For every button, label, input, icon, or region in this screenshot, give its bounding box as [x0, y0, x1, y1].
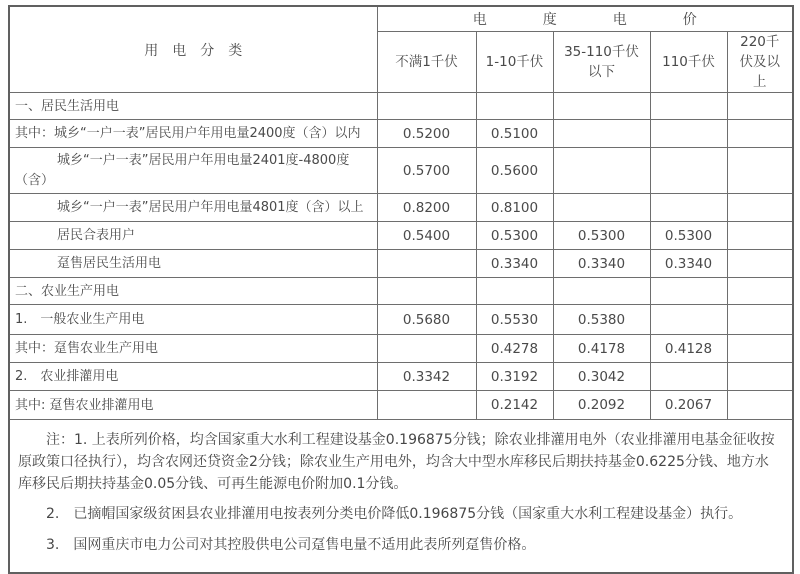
price-cell [377, 278, 476, 305]
row-label: 2. 农业排灌用电 [9, 363, 377, 391]
price-cell: 0.5300 [553, 222, 650, 250]
price-cell: 0.2092 [553, 391, 650, 420]
notes-row [9, 420, 793, 573]
price-cell [727, 335, 793, 363]
price-cell [650, 305, 727, 335]
price-cell [727, 363, 793, 391]
row-label: 其中: 趸售农业排灌用电 [9, 391, 377, 420]
table-row [9, 194, 793, 222]
price-cell [650, 278, 727, 305]
price-cell [377, 335, 476, 363]
row-label: 趸售居民生活用电 [9, 250, 377, 278]
table-row [9, 222, 793, 250]
voltage-header: 35-110千伏以下 [553, 31, 650, 93]
table-row [9, 278, 793, 305]
table-row [9, 148, 793, 194]
price-cell: 0.8100 [476, 194, 553, 222]
table-row [9, 120, 793, 148]
price-cell: 0.5380 [553, 305, 650, 335]
price-cell [377, 250, 476, 278]
price-cell [727, 93, 793, 120]
price-cell: 0.5700 [377, 148, 476, 194]
voltage-header: 1-10千伏 [476, 31, 553, 93]
price-cell: 0.3340 [650, 250, 727, 278]
price-cell: 0.4128 [650, 335, 727, 363]
price-cell [727, 222, 793, 250]
price-cell [476, 278, 553, 305]
price-cell [727, 391, 793, 420]
voltage-header: 220千伏及以上 [727, 31, 793, 93]
price-cell: 0.3340 [476, 250, 553, 278]
row-label: 一、居民生活用电 [9, 93, 377, 120]
price-cell: 0.2142 [476, 391, 553, 420]
price-cell: 0.3192 [476, 363, 553, 391]
price-cell [650, 148, 727, 194]
price-cell: 0.5300 [476, 222, 553, 250]
note-1: 注：1. 上表所列价格，均含国家重大水利工程建设基金0.196875分钱；除农业排灌用电外（农业排灌用电基金征收按原政策口径执行），均含农网还贷资金2分钱；除农业生产用电外，均含大中型水库移民后期扶持基金0.6225分钱、地方水库移民后期扶持基金0.05分钱、可再生能源电价附加0.1分钱。 [18, 432, 775, 492]
price-cell [727, 250, 793, 278]
price-cell: 0.5680 [377, 305, 476, 335]
row-label: 其中：城乡“一户一表”居民用户年用电量2400度（含）以内 [9, 120, 377, 148]
price-cell: 0.3042 [553, 363, 650, 391]
voltage-header: 不满1千伏 [377, 31, 476, 93]
price-cell: 0.4278 [476, 335, 553, 363]
row-label: 城乡“一户一表”居民用户年用电量4801度（含）以上 [9, 194, 377, 222]
row-label: 1. 一般农业生产用电 [9, 305, 377, 335]
price-cell [377, 93, 476, 120]
notes-cell [9, 420, 793, 573]
price-cell: 0.5200 [377, 120, 476, 148]
price-cell [553, 148, 650, 194]
row-label: 其中：趸售农业生产用电 [9, 335, 377, 363]
note-3: 3. 国网重庆市电力公司对其控股供电公司趸售电量不适用此表所列趸售价格。 [18, 537, 536, 553]
price-cell: 0.5400 [377, 222, 476, 250]
price-cell [553, 120, 650, 148]
price-group-header: 电度电价 [377, 6, 793, 31]
category-header: 用电分类 [9, 6, 377, 93]
price-cell: 0.3342 [377, 363, 476, 391]
table-row [9, 250, 793, 278]
note-2: 2. 已摘帽国家级贫困县农业排灌用电按表列分类电价降低0.196875分钱（国家重大水利工程建设基金）执行。 [18, 506, 743, 523]
price-cell [476, 93, 553, 120]
price-cell [377, 391, 476, 420]
price-cell: 0.5100 [476, 120, 553, 148]
price-cell: 0.3340 [553, 250, 650, 278]
price-cell: 0.2067 [650, 391, 727, 420]
price-cell [727, 278, 793, 305]
price-cell [650, 93, 727, 120]
row-label: 城乡“一户一表”居民用户年用电量2401度-4800度（含） [9, 148, 377, 194]
table-row [9, 93, 793, 120]
header-row-price-group [9, 6, 793, 31]
row-label: 居民合表用户 [9, 222, 377, 250]
table-row [9, 305, 793, 335]
price-cell: 0.8200 [377, 194, 476, 222]
price-cell [650, 194, 727, 222]
price-cell [553, 278, 650, 305]
price-cell [650, 363, 727, 391]
price-cell: 0.4178 [553, 335, 650, 363]
price-cell [727, 120, 793, 148]
price-cell: 0.5600 [476, 148, 553, 194]
table-row [9, 363, 793, 391]
price-cell [727, 305, 793, 335]
electricity-price-table [8, 5, 794, 574]
table-row [9, 391, 793, 420]
price-cell: 0.5300 [650, 222, 727, 250]
price-cell [553, 93, 650, 120]
table-row [9, 335, 793, 363]
row-label: 二、农业生产用电 [9, 278, 377, 305]
price-cell: 0.5530 [476, 305, 553, 335]
price-cell [553, 194, 650, 222]
price-cell [650, 120, 727, 148]
price-cell [727, 194, 793, 222]
price-cell [727, 148, 793, 194]
voltage-header: 110千伏 [650, 31, 727, 93]
